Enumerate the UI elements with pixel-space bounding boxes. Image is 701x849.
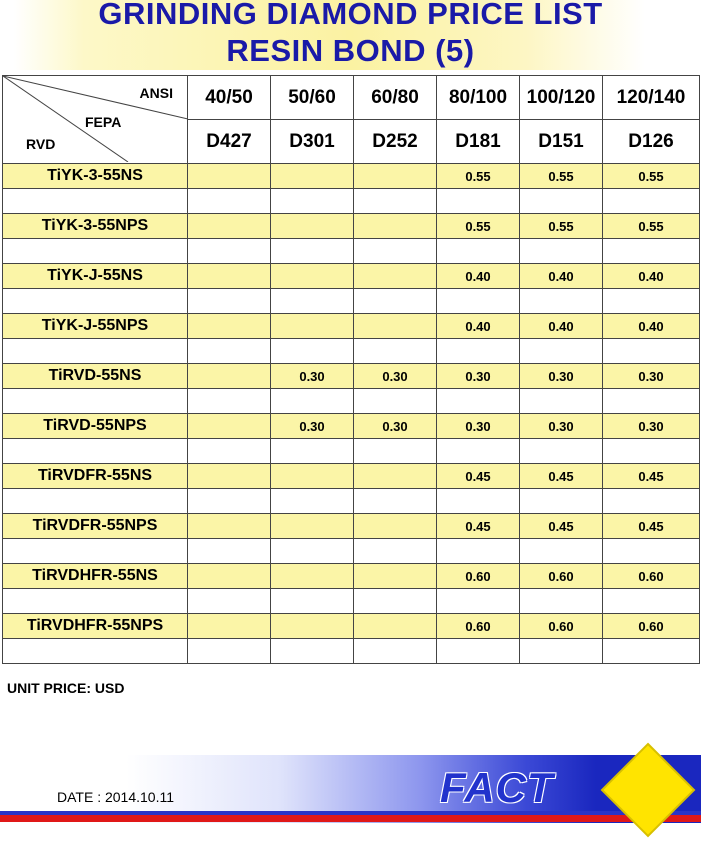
fepa-size-header: D252 [354,120,437,164]
spacer-row [3,589,700,614]
price-cell [188,564,271,589]
price-cell: 0.55 [520,164,603,189]
empty-cell [437,489,520,514]
price-cell [271,264,354,289]
empty-cell [354,389,437,414]
price-table [2,75,700,664]
spacer-row [3,289,700,314]
spacer-row [3,339,700,364]
product-name-cell: TiRVDFR-55NPS [3,514,188,539]
product-name-cell: TiRVDFR-55NS [3,464,188,489]
price-cell: 0.40 [437,264,520,289]
price-cell: 0.30 [354,364,437,389]
empty-cell [3,239,188,264]
empty-cell [603,289,700,314]
fact-logo-text: FACT [440,764,554,811]
empty-cell [354,639,437,664]
empty-cell [603,539,700,564]
empty-cell [603,389,700,414]
empty-cell [271,389,354,414]
table-row [3,314,700,339]
price-cell: 0.45 [437,514,520,539]
product-name-cell: TiRVD-55NPS [3,414,188,439]
price-cell: 0.60 [603,614,700,639]
ansi-size-header: 100/120 [520,76,603,120]
empty-cell [3,539,188,564]
ansi-header-row [3,76,700,120]
empty-cell [271,639,354,664]
empty-cell [271,589,354,614]
empty-cell [3,189,188,214]
empty-cell [603,239,700,264]
empty-cell [271,289,354,314]
empty-cell [520,389,603,414]
empty-cell [520,639,603,664]
empty-cell [271,339,354,364]
empty-cell [188,589,271,614]
empty-cell [3,489,188,514]
fepa-size-header: D301 [271,120,354,164]
table-row [3,614,700,639]
ansi-size-header: 40/50 [188,76,271,120]
empty-cell [354,239,437,264]
price-cell [354,214,437,239]
ansi-size-header: 80/100 [437,76,520,120]
ansi-size-header: 120/140 [603,76,700,120]
empty-cell [603,639,700,664]
price-cell: 0.40 [437,314,520,339]
product-name-cell: TiRVDHFR-55NPS [3,614,188,639]
spacer-row [3,239,700,264]
price-cell [271,314,354,339]
empty-cell [437,239,520,264]
price-cell: 0.45 [603,514,700,539]
spacer-row [3,639,700,664]
price-cell: 0.45 [437,464,520,489]
empty-cell [354,589,437,614]
product-name-cell: TiRVDHFR-55NS [3,564,188,589]
price-cell: 0.60 [603,564,700,589]
empty-cell [354,339,437,364]
empty-cell [437,339,520,364]
product-name-cell: TiYK-J-55NS [3,264,188,289]
empty-cell [3,339,188,364]
price-cell [188,264,271,289]
price-cell [354,464,437,489]
empty-cell [354,439,437,464]
empty-cell [354,539,437,564]
spacer-row [3,439,700,464]
price-cell: 0.40 [520,264,603,289]
fepa-size-header: D151 [520,120,603,164]
price-cell: 0.40 [603,264,700,289]
table-corner-cell [3,76,188,164]
empty-cell [437,289,520,314]
fepa-size-header: D181 [437,120,520,164]
price-cell: 0.30 [271,414,354,439]
price-cell [188,164,271,189]
empty-cell [520,589,603,614]
price-cell [271,464,354,489]
empty-cell [188,389,271,414]
price-cell: 0.55 [520,214,603,239]
empty-cell [437,539,520,564]
rvd-label: RVD [26,136,56,152]
price-cell [271,214,354,239]
price-cell [188,214,271,239]
price-cell [354,564,437,589]
empty-cell [354,189,437,214]
price-cell: 0.60 [437,564,520,589]
fepa-label: FEPA [85,114,122,130]
price-cell [354,514,437,539]
price-cell: 0.30 [271,364,354,389]
spacer-row [3,539,700,564]
empty-cell [188,639,271,664]
spacer-row [3,489,700,514]
empty-cell [188,289,271,314]
spacer-row [3,389,700,414]
price-cell [354,164,437,189]
empty-cell [437,589,520,614]
empty-cell [354,489,437,514]
product-name-cell: TiYK-J-55NPS [3,314,188,339]
empty-cell [520,339,603,364]
empty-cell [3,289,188,314]
empty-cell [520,189,603,214]
empty-cell [3,589,188,614]
empty-cell [603,189,700,214]
empty-cell [3,639,188,664]
ansi-size-header: 60/80 [354,76,437,120]
fepa-size-header: D427 [188,120,271,164]
price-cell: 0.40 [520,314,603,339]
empty-cell [520,289,603,314]
price-cell [354,614,437,639]
table-row [3,264,700,289]
price-cell [271,514,354,539]
price-cell: 0.60 [520,614,603,639]
price-cell: 0.30 [354,414,437,439]
price-cell [271,614,354,639]
price-cell: 0.55 [437,164,520,189]
page-subtitle: RESIN BOND (5) [226,33,475,68]
price-cell: 0.45 [520,514,603,539]
empty-cell [603,589,700,614]
empty-cell [271,489,354,514]
empty-cell [603,439,700,464]
table-row [3,564,700,589]
empty-cell [188,239,271,264]
price-cell: 0.55 [603,164,700,189]
price-cell: 0.30 [520,414,603,439]
empty-cell [188,339,271,364]
price-cell: 0.30 [520,364,603,389]
ansi-size-header: 50/60 [271,76,354,120]
price-cell [271,564,354,589]
price-cell [188,614,271,639]
product-name-cell: TiRVD-55NS [3,364,188,389]
footer-red-line [0,815,701,822]
empty-cell [520,239,603,264]
empty-cell [271,439,354,464]
ansi-label: ANSI [139,85,173,101]
price-cell [271,164,354,189]
empty-cell [437,189,520,214]
empty-cell [188,489,271,514]
price-cell: 0.55 [437,214,520,239]
price-cell: 0.55 [603,214,700,239]
empty-cell [271,539,354,564]
price-cell [188,514,271,539]
table-row [3,414,700,439]
price-cell: 0.60 [437,614,520,639]
price-cell: 0.40 [603,314,700,339]
empty-cell [520,489,603,514]
product-name-cell: TiYK-3-55NS [3,164,188,189]
price-cell [188,364,271,389]
date-label: DATE : 2014.10.11 [57,789,174,805]
price-cell [354,264,437,289]
price-cell [354,314,437,339]
price-cell: 0.45 [520,464,603,489]
table-row [3,364,700,389]
empty-cell [354,289,437,314]
empty-cell [520,539,603,564]
empty-cell [271,239,354,264]
empty-cell [3,439,188,464]
price-cell: 0.60 [520,564,603,589]
page-title: GRINDING DIAMOND PRICE LIST [98,0,603,31]
empty-cell [188,439,271,464]
empty-cell [520,439,603,464]
spacer-row [3,189,700,214]
price-cell [188,464,271,489]
price-cell: 0.30 [603,414,700,439]
fepa-size-header: D126 [603,120,700,164]
price-cell [188,414,271,439]
table-row [3,464,700,489]
price-cell: 0.45 [603,464,700,489]
unit-price-note: UNIT PRICE: USD [7,680,125,696]
empty-cell [603,489,700,514]
empty-cell [188,189,271,214]
price-cell: 0.30 [437,364,520,389]
table-row [3,164,700,189]
empty-cell [437,639,520,664]
empty-cell [271,189,354,214]
empty-cell [437,439,520,464]
product-name-cell: TiYK-3-55NPS [3,214,188,239]
empty-cell [603,339,700,364]
empty-cell [188,539,271,564]
price-cell: 0.30 [603,364,700,389]
empty-cell [3,389,188,414]
price-cell: 0.30 [437,414,520,439]
price-cell [188,314,271,339]
yellow-diamond-icon [600,742,696,838]
empty-cell [437,389,520,414]
table-row [3,514,700,539]
table-row [3,214,700,239]
